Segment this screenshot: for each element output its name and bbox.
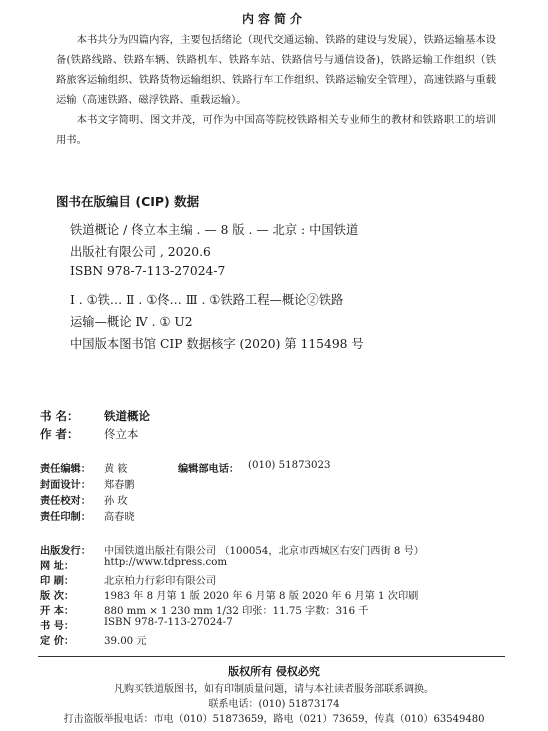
chief-editor-value: 黄 筱 (104, 464, 128, 475)
cip-line-1: 铁道概论 / 佟立本主编 . — 8 版 . — 北京 : 中国铁道 (70, 223, 359, 237)
divider (38, 656, 505, 657)
cip-line-4: Ⅰ . ①铁… Ⅱ . ①佟… Ⅲ . ①铁路工程—概论②铁路 (70, 293, 344, 307)
chief-editor-label: 责任编辑： (40, 464, 91, 475)
proofreader-value: 孙 玫 (104, 496, 128, 507)
summary-paragraph-2: 本书文字简明、图文并茂，可作为中国高等院校铁路相关专业师生的教材和铁路职工的培训用书。 (56, 114, 496, 146)
cip-record-number: 中国版本图书馆 CIP 数据核字 (2020) 第 115498 号 (70, 337, 364, 351)
author-label: 作 者： (40, 427, 79, 441)
proofreader-label: 责任校对： (40, 496, 91, 507)
price-value: 39.00 元 (104, 636, 147, 647)
cover-design-label: 封面设计： (40, 480, 91, 491)
edition-label: 版 次： (40, 591, 75, 602)
cover-design-value: 郑春鹏 (104, 480, 135, 491)
website-value: http://www.tdpress.com (104, 557, 227, 568)
format-value: 880 mm × 1 230 mm 1/32 印张：11.75 字数：316 千 (104, 606, 369, 617)
print-manager-label: 责任印制： (40, 512, 91, 523)
cip-isbn: ISBN 978-7-113-27024-7 (70, 264, 226, 278)
cip-heading: 图书在版编目 (CIP) 数据 (56, 194, 200, 209)
editorial-phone-label: 编辑部电话： (178, 464, 240, 475)
book-title-label: 书 名： (40, 409, 79, 423)
isbn-value: ISBN 978-7-113-27024-7 (104, 617, 233, 628)
anti-piracy-hotline: 打击盗版举报电话：市电（010）51873659，路电（021）73659，传真（010）63549480 (63, 714, 485, 725)
price-label: 定 价： (40, 636, 75, 647)
isbn-label: 书 号： (40, 621, 75, 632)
printer-value: 北京柏力行彩印有限公司 (104, 576, 217, 587)
printer-label: 印 刷： (40, 576, 75, 587)
format-label: 开 本： (40, 606, 75, 617)
edition-value: 1983 年 8 月第 1 版 2020 年 6 月第 8 版 2020 年 6 月第 1 次印刷 (104, 591, 419, 602)
website-label: 网 址： (40, 561, 75, 572)
contact-phone: 联系电话：(010) 51873174 (208, 699, 340, 710)
cip-line-5: 运输—概论 Ⅳ . ① U2 (70, 315, 193, 329)
author-value: 佟立本 (104, 427, 139, 441)
editorial-phone-value: (010) 51873023 (248, 460, 331, 471)
summary-title: 内容简介 (241, 12, 306, 26)
book-title: 铁道概论 (104, 409, 150, 423)
quality-notice: 凡购买铁道版图书，如有印制质量问题，请与本社读者服务部联系调换。 (114, 684, 434, 695)
copyright-notice: 版权所有 侵权必究 (228, 665, 320, 678)
publisher-label: 出版发行： (40, 546, 91, 557)
publisher-value: 中国铁道出版社有限公司 （100054，北京市西城区右安门西街 8 号） (104, 546, 424, 557)
summary-paragraph-1: 本书共分为四篇内容，主要包括绪论（现代交通运输、铁路的建设与发展），铁路运输基本设备(铁路线路、铁路车辆、铁路机车、铁路车站、铁路信号与通信设备)，铁路运输工作组织（铁路旅客运输组织、铁路货物运输组织、铁路行车工作组织、铁路运输安全管理），高速铁路与重载运输（高速铁路、磁浮铁路、重载运输）。 (56, 34, 496, 106)
cip-line-2: 出版社有限公司 , 2020.6 (70, 245, 211, 259)
print-manager-value: 高春晓 (104, 512, 135, 523)
